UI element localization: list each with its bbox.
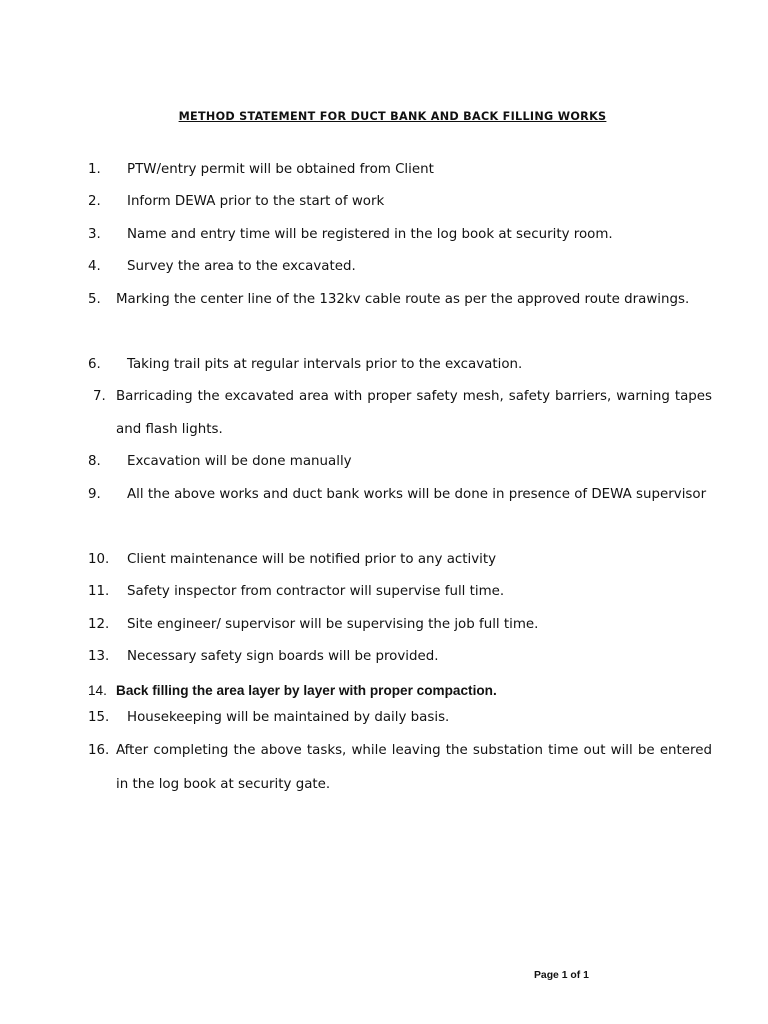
- list-item-number: 5.: [88, 292, 101, 307]
- list-item-number: 14.: [88, 683, 107, 698]
- document-title: METHOD STATEMENT FOR DUCT BANK AND BACK FILLING WORKS: [178, 110, 607, 123]
- list-item-text: After completing the above tasks, while leaving the substation time out will be entered in the log book at security gate.: [116, 743, 712, 792]
- list-item-text: All the above works and duct bank works will be done in presence of DEWA supervisor: [127, 487, 707, 502]
- list-item-text: Housekeeping will be maintained by daily basis.: [127, 710, 450, 725]
- list-item-text: Barricading the excavated area with proper safety mesh, safety barriers, warning tapes and flash lights.: [116, 389, 712, 437]
- list-item-text: Back filling the area layer by layer with proper compaction.: [116, 683, 497, 698]
- list-item-number: 9.: [88, 487, 101, 502]
- list-item-number: 12.: [88, 617, 110, 632]
- list-item-text: Safety inspector from contractor will supervise full time.: [127, 584, 505, 599]
- list-item-number: 13.: [88, 649, 110, 664]
- list-item-text: Inform DEWA prior to the start of work: [127, 194, 385, 209]
- list-item-number: 16.: [88, 743, 110, 758]
- list-item-text: Taking trail pits at regular intervals prior to the excavation.: [127, 357, 523, 372]
- list-item-number: 7.: [93, 389, 106, 404]
- list-item-number: 1.: [88, 162, 101, 177]
- list-item-text: Name and entry time will be registered in the log book at security room.: [127, 227, 613, 242]
- list-item-text: Necessary safety sign boards will be provided.: [127, 649, 439, 664]
- list-item-number: 15.: [88, 710, 110, 725]
- list-item-number: 8.: [88, 454, 101, 469]
- list-item-number: 6.: [88, 357, 101, 372]
- page-number: Page 1 of 1: [534, 970, 589, 981]
- list-item-number: 11.: [88, 584, 110, 599]
- list-item-text: Marking the center line of the 132kv cable route as per the approved route drawings.: [116, 292, 690, 307]
- list-item-text: PTW/entry permit will be obtained from Client: [127, 162, 434, 177]
- list-item-text: Survey the area to the excavated.: [127, 259, 356, 274]
- list-item-number: 10.: [88, 552, 110, 567]
- list-item-text: Client maintenance will be notified prior to any activity: [127, 552, 497, 567]
- list-item-number: 2.: [88, 194, 101, 209]
- list-item-text: Site engineer/ supervisor will be supervising the job full time.: [127, 617, 539, 632]
- list-item-number: 3.: [88, 227, 101, 242]
- list-item-number: 4.: [88, 259, 101, 274]
- list-item-text: Excavation will be done manually: [127, 454, 352, 469]
